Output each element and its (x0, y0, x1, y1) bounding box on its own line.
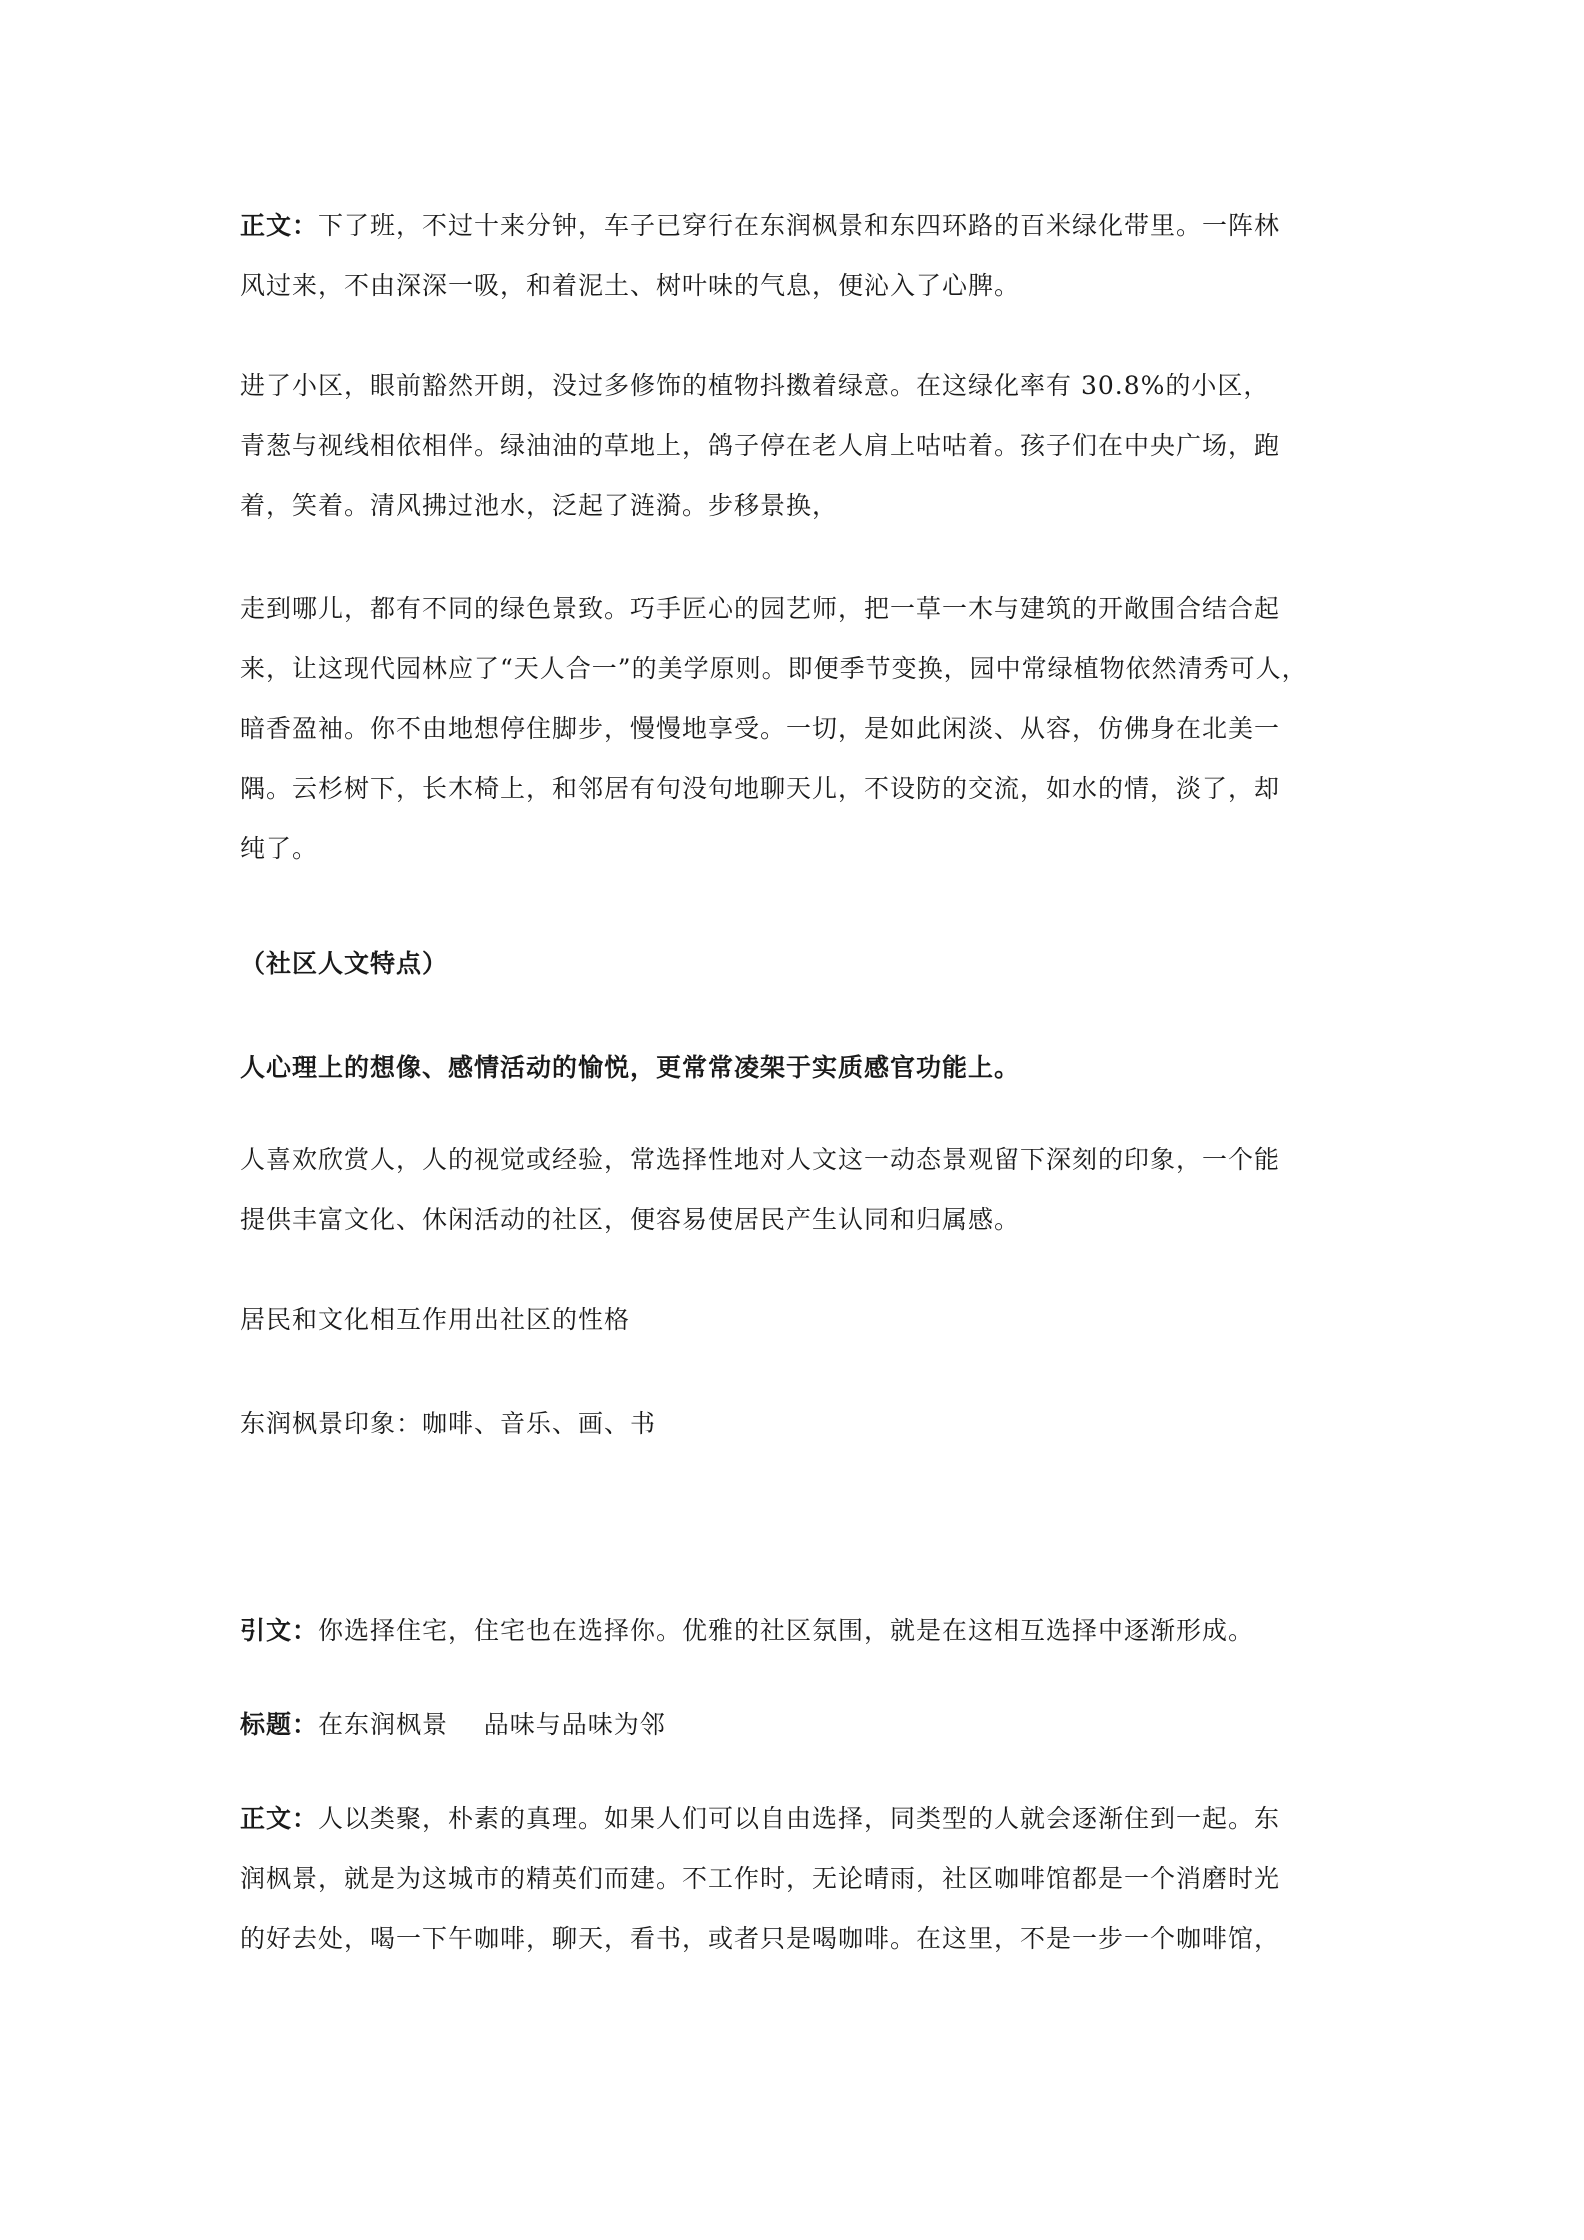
residents-text: 居民和文化相互作用出社区的性格 (240, 1305, 631, 1334)
impression-text: 东润枫景印象：咖啡、音乐、画、书 (240, 1409, 657, 1438)
body-paragraph-5 (240, 1789, 1360, 1969)
quote-label: 引文： (240, 1616, 319, 1645)
body-label: 正文： (240, 211, 319, 240)
paragraph-line: 风过来，不由深深一吸，和着泥土、树叶味的气息，便沁入了心脾。 (240, 271, 1021, 300)
body-text: 人以类聚，朴素的真理。如果人们可以自由选择，同类型的人就会逐渐住到一起。东 (318, 1804, 1281, 1833)
title-text: 在东润枫景 品味与品味为邻 (318, 1710, 666, 1739)
paragraph-line: 进了小区，眼前豁然开朗，没过多修饰的植物抖擞着绿意。在这绿化率有 30.8%的小区， (240, 371, 1270, 400)
quote-line (240, 1601, 1360, 1661)
paragraph-line: 走到哪儿，都有不同的绿色景致。巧手匠心的园艺师，把一草一木与建筑的开敞围合结合起 (240, 594, 1281, 623)
body-paragraph-2 (240, 356, 1360, 536)
bold-statement (240, 1038, 1360, 1098)
paragraph-line: 提供丰富文化、休闲活动的社区，便容易使居民产生认同和归属感。 (240, 1205, 1021, 1234)
paragraph-line (240, 196, 1360, 256)
body-paragraph-3 (240, 579, 1360, 879)
residents-line (240, 1290, 1360, 1350)
paragraph-line (240, 1789, 1360, 1849)
paragraph-line: 青葱与视线相依相伴。绿油油的草地上，鸽子停在老人肩上咕咕着。孩子们在中央广场，跑 (240, 431, 1281, 460)
body-label: 正文： (240, 1804, 319, 1833)
body-paragraph-4 (240, 1130, 1360, 1250)
heading-text: （社区人文特点） (240, 949, 449, 978)
section-heading (240, 934, 1360, 994)
paragraph-line: 着，笑着。清风拂过池水，泛起了涟漪。步移景换， (240, 491, 839, 520)
paragraph-line: 人喜欢欣赏人，人的视觉或经验，常选择性地对人文这一动态景观留下深刻的印象，一个能 (240, 1145, 1281, 1174)
title-line (240, 1695, 1360, 1755)
paragraph-line: 隅。云杉树下，长木椅上，和邻居有句没句地聊天儿，不设防的交流，如水的情，淡了，却 (240, 774, 1281, 803)
paragraph-line: 暗香盈袖。你不由地想停住脚步，慢慢地享受。一切，是如此闲淡、从容，仿佛身在北美一 (240, 714, 1281, 743)
quote-text: 你选择住宅，住宅也在选择你。优雅的社区氛围，就是在这相互选择中逐渐形成。 (318, 1616, 1255, 1645)
body-text: 下了班，不过十来分钟，车子已穿行在东润枫景和东四环路的百米绿化带里。一阵林 (318, 211, 1281, 240)
statement-text: 人心理上的想像、感情活动的愉悦，更常常凌架于实质感官功能上。 (240, 1053, 1021, 1082)
paragraph-line: 润枫景，就是为这城市的精英们而建。不工作时，无论晴雨，社区咖啡馆都是一个消磨时光 (240, 1864, 1281, 1893)
paragraph-line: 的好去处，喝一下午咖啡，聊天，看书，或者只是喝咖啡。在这里，不是一步一个咖啡馆， (240, 1924, 1281, 1953)
paragraph-line: 纯了。 (240, 834, 319, 863)
paragraph-line: 来，让这现代园林应了“天人合一”的美学原则。即便季节变换，园中常绿植物依然清秀可人， (240, 654, 1308, 683)
body-paragraph-1 (240, 196, 1360, 316)
title-label: 标题： (240, 1710, 319, 1739)
impression-line (240, 1394, 1360, 1454)
